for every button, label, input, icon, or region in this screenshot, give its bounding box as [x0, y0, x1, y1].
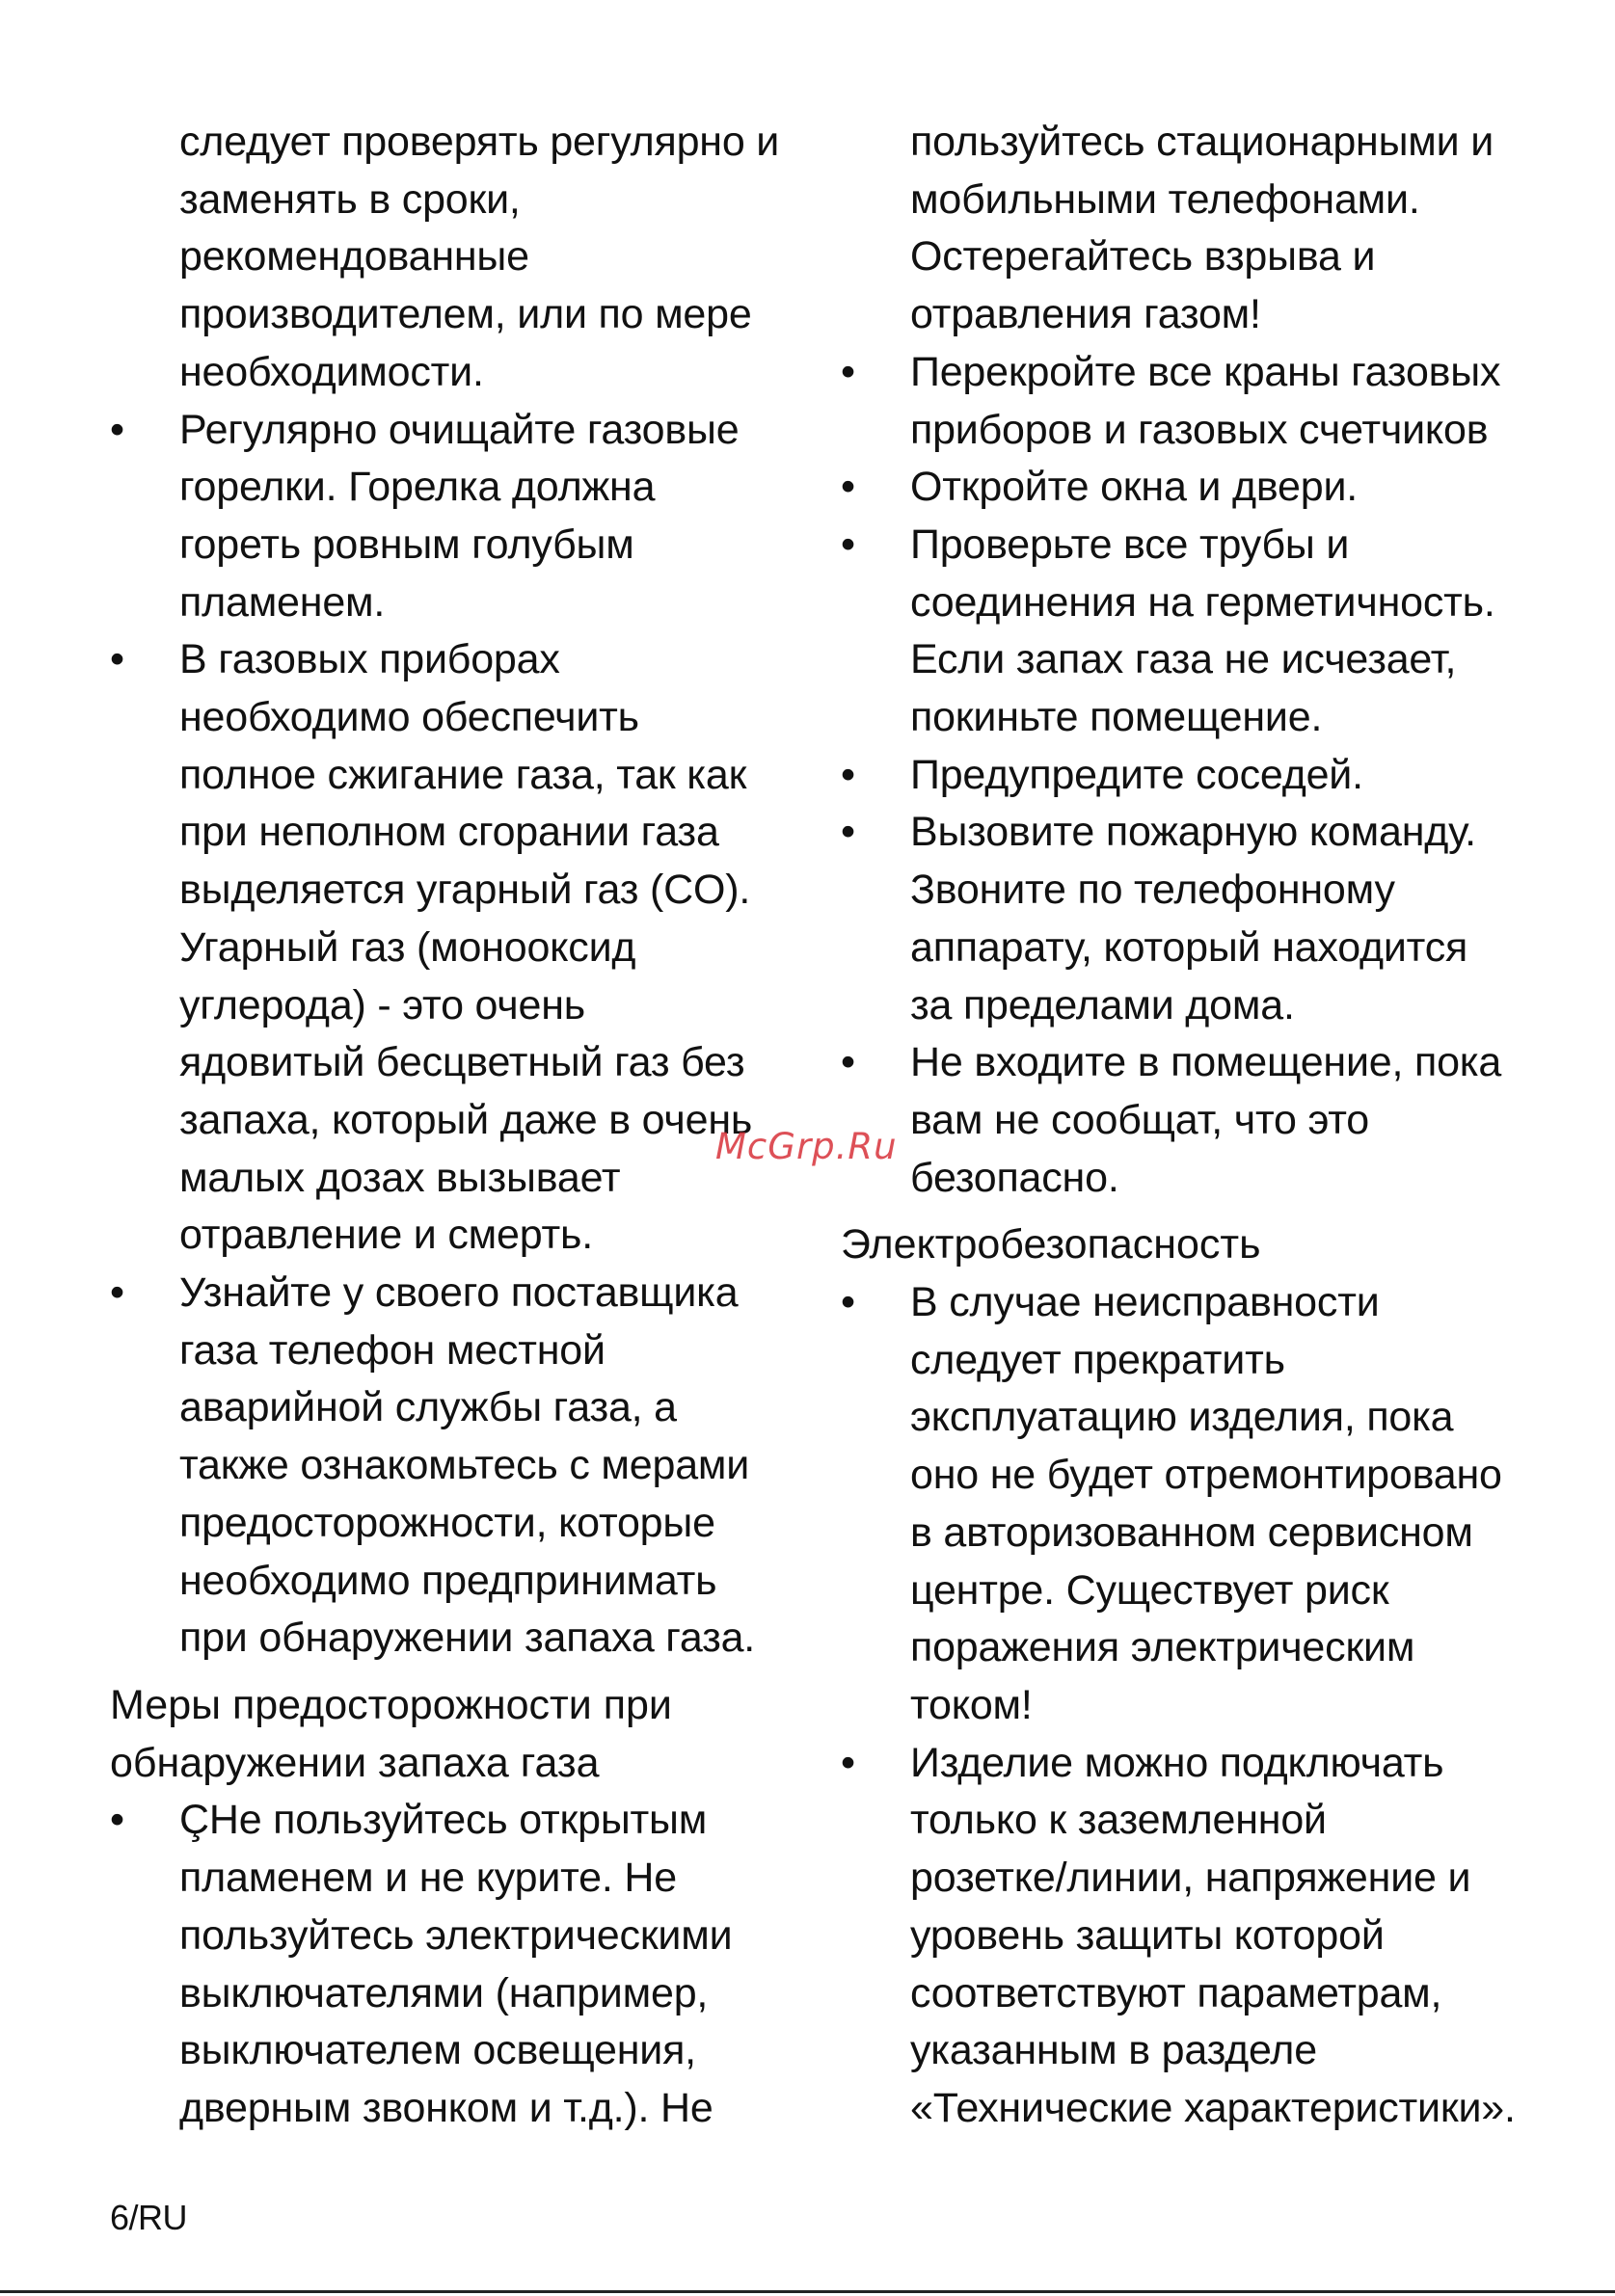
text-line: при обнаружении запаха газа. [179, 1615, 756, 1662]
bullet-list [841, 344, 1535, 1208]
text-line: центре. Существует риск [910, 1566, 1389, 1614]
bullet-icon: • [841, 1739, 855, 1786]
text-line: следует проверять регулярно и [179, 119, 780, 165]
text-line: поражения электрическим [910, 1624, 1415, 1671]
text-line: аварийной службы газа, а [179, 1384, 677, 1431]
list-item [110, 402, 823, 632]
text-line: приборов и газовых счетчиков [910, 406, 1489, 453]
text-line: необходимости. [179, 348, 484, 395]
text-line: малых дозах вызывает [179, 1154, 621, 1201]
list-item [841, 344, 1535, 459]
text-line: ÇНе пользуйтесь открытым [179, 1797, 708, 1844]
text-line: Остерегайтесь взрыва и [910, 233, 1376, 280]
text-line: только к заземленной [910, 1797, 1327, 1844]
text-line: пользуйтесь электрическими [179, 1911, 733, 1959]
text-line: уровень защиты которой [910, 1911, 1385, 1959]
text-line: выделяется угарный газ (CO). [179, 867, 751, 914]
text-line: следует прекратить [910, 1336, 1285, 1383]
bullet-icon: • [841, 464, 855, 511]
text-line: пламенем. [179, 578, 386, 626]
text-line: Меры предосторожности при [110, 1681, 672, 1728]
list-item [841, 517, 1535, 747]
text-line: обнаружении запаха газа [110, 1739, 600, 1786]
bullet-icon: • [841, 751, 855, 798]
text-line: Перекройте все краны газовых [910, 348, 1501, 395]
continued-paragraph [110, 114, 823, 402]
text-line: заменять в сроки, [179, 175, 521, 223]
text-line: соединения на герметичность. [910, 578, 1495, 626]
list-item [841, 747, 1535, 805]
text-line: необходимо обеспечить [179, 694, 639, 741]
bullet-icon: • [110, 406, 124, 453]
text-line: выключателями (например, [179, 1969, 709, 2016]
text-line: мобильными телефонами. [910, 175, 1420, 223]
text-line: В газовых приборах [179, 636, 560, 683]
text-line: отравление и смерть. [179, 1212, 593, 1259]
text-line: Электробезопасность [841, 1221, 1261, 1268]
list-item [110, 631, 823, 1265]
text-line: Если запах газа не исчезает, [910, 636, 1457, 683]
list-item [110, 1792, 823, 2137]
text-line: углерода) - это очень [179, 981, 585, 1028]
text-line: при неполном сгорании газа [179, 809, 719, 856]
text-line: Предупредите соседей. [910, 751, 1363, 798]
bullet-icon: • [110, 636, 124, 683]
text-line: током! [910, 1681, 1033, 1728]
list-item [841, 459, 1535, 517]
text-line: гореть ровным голубым [179, 521, 634, 568]
text-line: рекомендованные [179, 233, 529, 280]
text-line: эксплуатацию изделия, пока [910, 1394, 1454, 1441]
text-line: выключателем освещения, [179, 2027, 696, 2074]
text-line: вам не сообщат, что это [910, 1096, 1370, 1143]
text-line: запаха, который даже в очень [179, 1096, 753, 1143]
text-line: Проверьте все трубы и [910, 521, 1350, 568]
text-line: Угарный газ (монооксид [179, 923, 636, 971]
text-line: полное сжигание газа, так как [179, 751, 747, 798]
right-column [841, 114, 1535, 2138]
bullet-icon: • [841, 1279, 855, 1326]
text-line: розетке/линии, напряжение и [910, 1855, 1471, 1902]
text-line: пламенем и не курите. Не [179, 1855, 677, 1902]
list-item [841, 1735, 1535, 2138]
text-line: отравления газом! [910, 291, 1261, 338]
text-line: Не входите в помещение, пока [910, 1039, 1502, 1086]
bullet-list-gas-smell [110, 1792, 823, 2137]
text-line: безопасно. [910, 1154, 1119, 1201]
text-line: дверным звонком и т.д.). Не [179, 2084, 713, 2131]
text-line: оно не будет отремонтировано [910, 1452, 1502, 1499]
text-line: соответствуют параметрам, [910, 1969, 1442, 2016]
list-item [110, 1265, 823, 1668]
text-line: Откройте окна и двери. [910, 464, 1359, 511]
text-line: Узнайте у своего поставщика [179, 1269, 739, 1317]
text-line: Вызовите пожарную команду. [910, 809, 1476, 856]
text-line: горелки. Горелка должна [179, 464, 656, 511]
text-line: ядовитый бесцветный газ без [179, 1039, 745, 1086]
bullet-list [110, 402, 823, 1668]
section-heading-electrical-safety [841, 1216, 1535, 1274]
bullet-icon: • [841, 1039, 855, 1086]
text-line: необходимо предпринимать [179, 1557, 717, 1604]
list-item [841, 804, 1535, 1034]
bullet-icon: • [110, 1797, 124, 1844]
text-line: указанным в разделе [910, 2027, 1317, 2074]
bottom-rule [0, 2290, 1615, 2293]
bullet-icon: • [841, 521, 855, 568]
text-line: «Технические характеристики». [910, 2084, 1516, 2131]
text-line: покиньте помещение. [910, 694, 1323, 741]
text-line: также ознакомьтесь с мерами [179, 1442, 750, 1489]
bullet-list-electrical-safety [841, 1274, 1535, 2138]
text-line: производителем, или по мере [179, 291, 752, 338]
text-line: В случае неисправности [910, 1279, 1380, 1326]
page-number: 6/RU [110, 2198, 188, 2237]
bullet-icon: • [110, 1269, 124, 1317]
text-line: газа телефон местной [179, 1326, 606, 1374]
text-line: за пределами дома. [910, 981, 1295, 1028]
text-line: Изделие можно подключать [910, 1739, 1444, 1786]
bullet-icon: • [841, 348, 855, 395]
continued-paragraph [841, 114, 1535, 344]
text-line: Регулярно очищайте газовые [179, 406, 740, 453]
section-heading-gas-smell [110, 1677, 823, 1792]
watermark: McGrp.Ru [715, 1126, 898, 1167]
text-line: предосторожности, которые [179, 1499, 715, 1546]
text-line: Звоните по телефонному [910, 867, 1395, 914]
text-line: в авторизованном сервисном [910, 1508, 1473, 1556]
list-item [841, 1274, 1535, 1735]
list-item [841, 1034, 1535, 1207]
text-line: пользуйтесь стационарными и [910, 119, 1494, 165]
text-line: аппарату, который находится [910, 923, 1468, 971]
bullet-icon: • [841, 809, 855, 856]
